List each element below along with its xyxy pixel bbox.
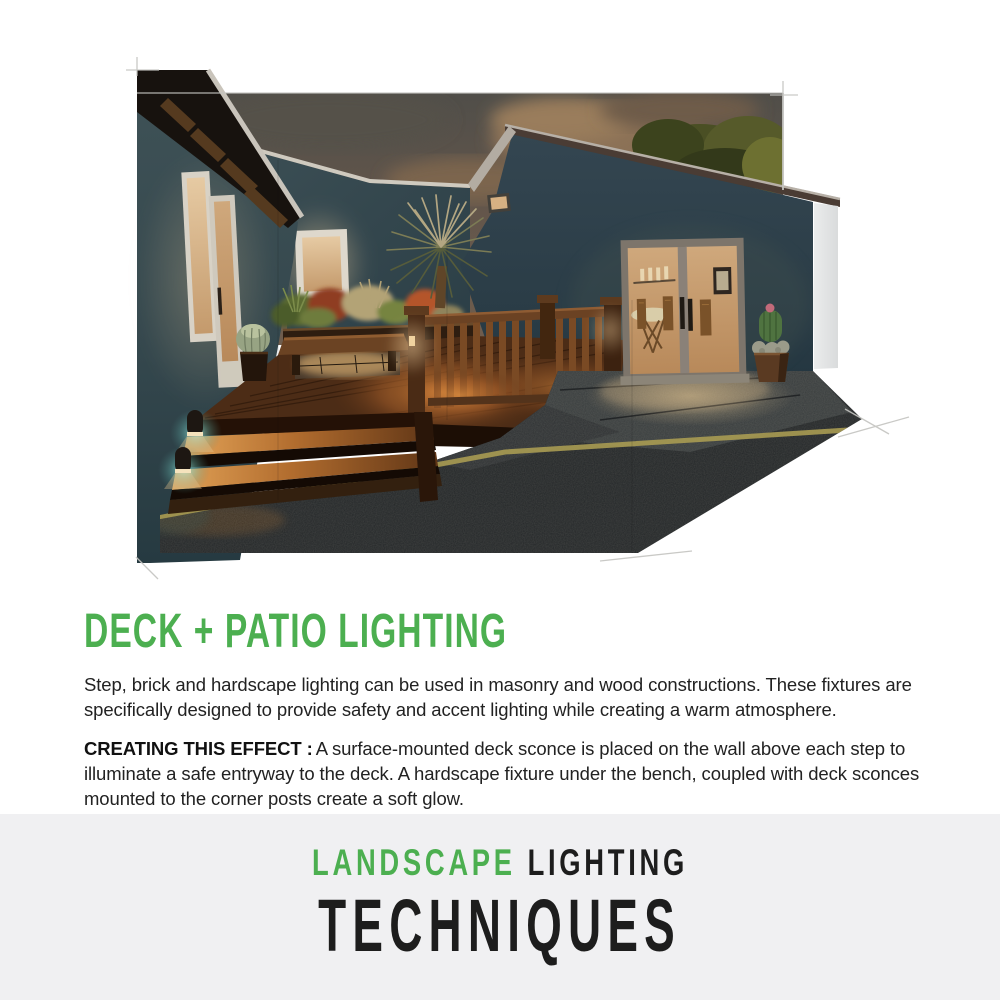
brand-techniques: TECHNIQUES <box>318 884 682 967</box>
door-handle-right <box>688 299 693 331</box>
effect-text: A surface-mounted deck sconce is placed on the wall above each step to illuminate a safe entryway to the deck. A hardscape fixture under the bench, coupled with deck sconces mounted to the corner posts create a soft glow. <box>84 738 920 809</box>
section-heading: DECK + PATIO LIGHTING <box>84 605 508 658</box>
article <box>84 605 930 825</box>
side-panel <box>814 203 838 369</box>
effect-paragraph <box>84 736 930 811</box>
intro-paragraph: Step, brick and hardscape lighting can be used in masonry and wood constructions. These fixtures are specifically designed to provide safety and accent lighting while creating a warm atmosphere. <box>84 674 912 720</box>
deck-sconce-lower <box>158 446 210 494</box>
effect-label: CREATING THIS EFFECT : <box>84 738 313 759</box>
brand-line <box>312 844 688 881</box>
footer-banner <box>0 814 1000 1000</box>
small-lit-window <box>487 193 511 213</box>
brand-lighting: LIGHTING <box>527 842 688 883</box>
brand-landscape: LANDSCAPE <box>312 842 516 883</box>
door-handle-left <box>680 297 685 329</box>
